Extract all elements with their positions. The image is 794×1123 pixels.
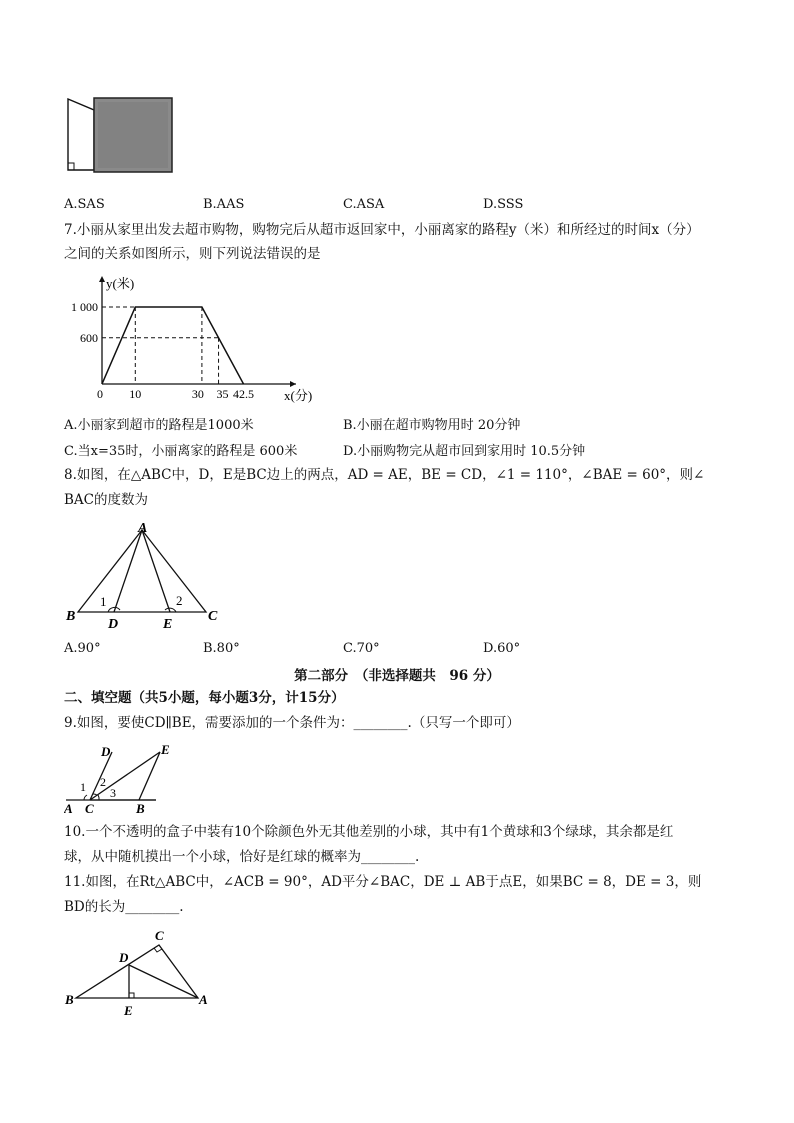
q8-text-line1: 8.如图，在△ABC中，D，E是BC边上的两点，AD = AE，BE = CD，∠1 = 110°，∠BAE = 60°，则∠ <box>64 467 705 483</box>
q11-label-e: E <box>124 1003 133 1018</box>
q7-option-c: C.当x=35时，小丽离家的路程是 600米 <box>64 444 298 459</box>
q6-figure <box>64 96 176 176</box>
q9-label-e: E <box>161 742 170 757</box>
x-tick-label: 42.5 <box>233 387 255 401</box>
q8-label-b: B <box>66 609 76 624</box>
q7-chart <box>64 270 324 412</box>
q9-label-d: D <box>101 744 111 759</box>
q7-text-line2: 之间的关系如图所示，则下列说法错误的是 <box>64 246 321 262</box>
q9-angle-3: 3 <box>110 786 116 800</box>
q11-label-a: A <box>199 992 208 1007</box>
q8-label-c: C <box>208 609 218 624</box>
x-tick-label: 0 <box>97 387 103 401</box>
x-tick-label: 10 <box>129 387 142 401</box>
x-tick-label: 35 <box>216 387 229 401</box>
q11-figure <box>64 924 218 1020</box>
q8-option-a: A.90° <box>64 641 101 656</box>
q9-angle-2: 2 <box>100 775 106 789</box>
q7-option-d: D.小丽购物完从超市回到家用时 10.5分钟 <box>343 444 586 459</box>
x-axis-arrow <box>290 381 296 387</box>
q11-label-c: C <box>155 928 164 943</box>
q8-text-line2: BAC的度数为 <box>64 492 148 508</box>
y-axis-arrow <box>99 276 105 282</box>
q6-option-b: B.AAS <box>203 197 245 212</box>
x-tick-label: 30 <box>191 387 204 401</box>
y-tick-label: 1 000 <box>71 300 98 314</box>
section-heading: 二、填空题（共5小题，每小题3分，计15分） <box>64 690 345 706</box>
data-line <box>102 307 244 384</box>
q9-label-a: A <box>64 801 73 816</box>
q11-label-b: B <box>65 992 74 1007</box>
q9-label-c: C <box>85 801 94 816</box>
q9-angle-1: 1 <box>80 780 86 794</box>
q9-text: 9.如图，要使CD∥BE，需要添加的一个条件为：________.（只写一个即可） <box>64 715 520 731</box>
part2-heading: 第二部分 （非选择题共 96 分） <box>294 668 500 684</box>
q8-angle-1: 1 <box>100 594 107 609</box>
q6-option-c: C.ASA <box>343 197 385 212</box>
q10-text-line1: 10.一个不透明的盒子中装有10个除颜色外无其他差别的小球，其中有1个黄球和3个绿球，其余都是红 <box>64 824 674 840</box>
q8-label-e: E <box>163 617 173 632</box>
q11-text-line1: 11.如图，在Rt△ABC中，∠ACB = 90°，AD平分∠BAC，DE ⊥ AB于点E，如果BC = 8，DE = 3，则 <box>64 874 702 890</box>
q11-text-line2: BD的长为________. <box>64 899 184 915</box>
x-axis-label: x(分) <box>284 388 313 403</box>
q6-option-d: D.SSS <box>483 197 524 212</box>
y-axis-label: y(米) <box>106 276 135 291</box>
y-tick-label: 600 <box>80 330 98 345</box>
q11-label-d: D <box>119 950 129 965</box>
q8-angle-2: 2 <box>176 593 183 608</box>
q7-option-b: B.小丽在超市购物用时 20分钟 <box>343 418 521 433</box>
q8-option-c: C.70° <box>343 641 380 656</box>
q10-text-line2: 球，从中随机摸出一个小球，恰好是红球的概率为________. <box>64 849 420 865</box>
q8-option-d: D.60° <box>483 641 521 656</box>
q8-label-a: A <box>138 521 148 536</box>
q8-figure <box>64 516 224 632</box>
q6-option-a: A.SAS <box>64 197 105 212</box>
q7-text-line1: 7.小丽从家里出发去超市购物，购物完后从超市返回家中，小丽离家的路程y（米）和所经过的时间x（分） <box>64 222 700 238</box>
q9-figure <box>64 742 184 816</box>
q8-label-d: D <box>108 617 119 632</box>
q7-option-a: A.小丽家到超市的路程是1000米 <box>64 418 254 433</box>
q9-label-b: B <box>136 801 145 816</box>
q8-option-b: B.80° <box>203 641 240 656</box>
